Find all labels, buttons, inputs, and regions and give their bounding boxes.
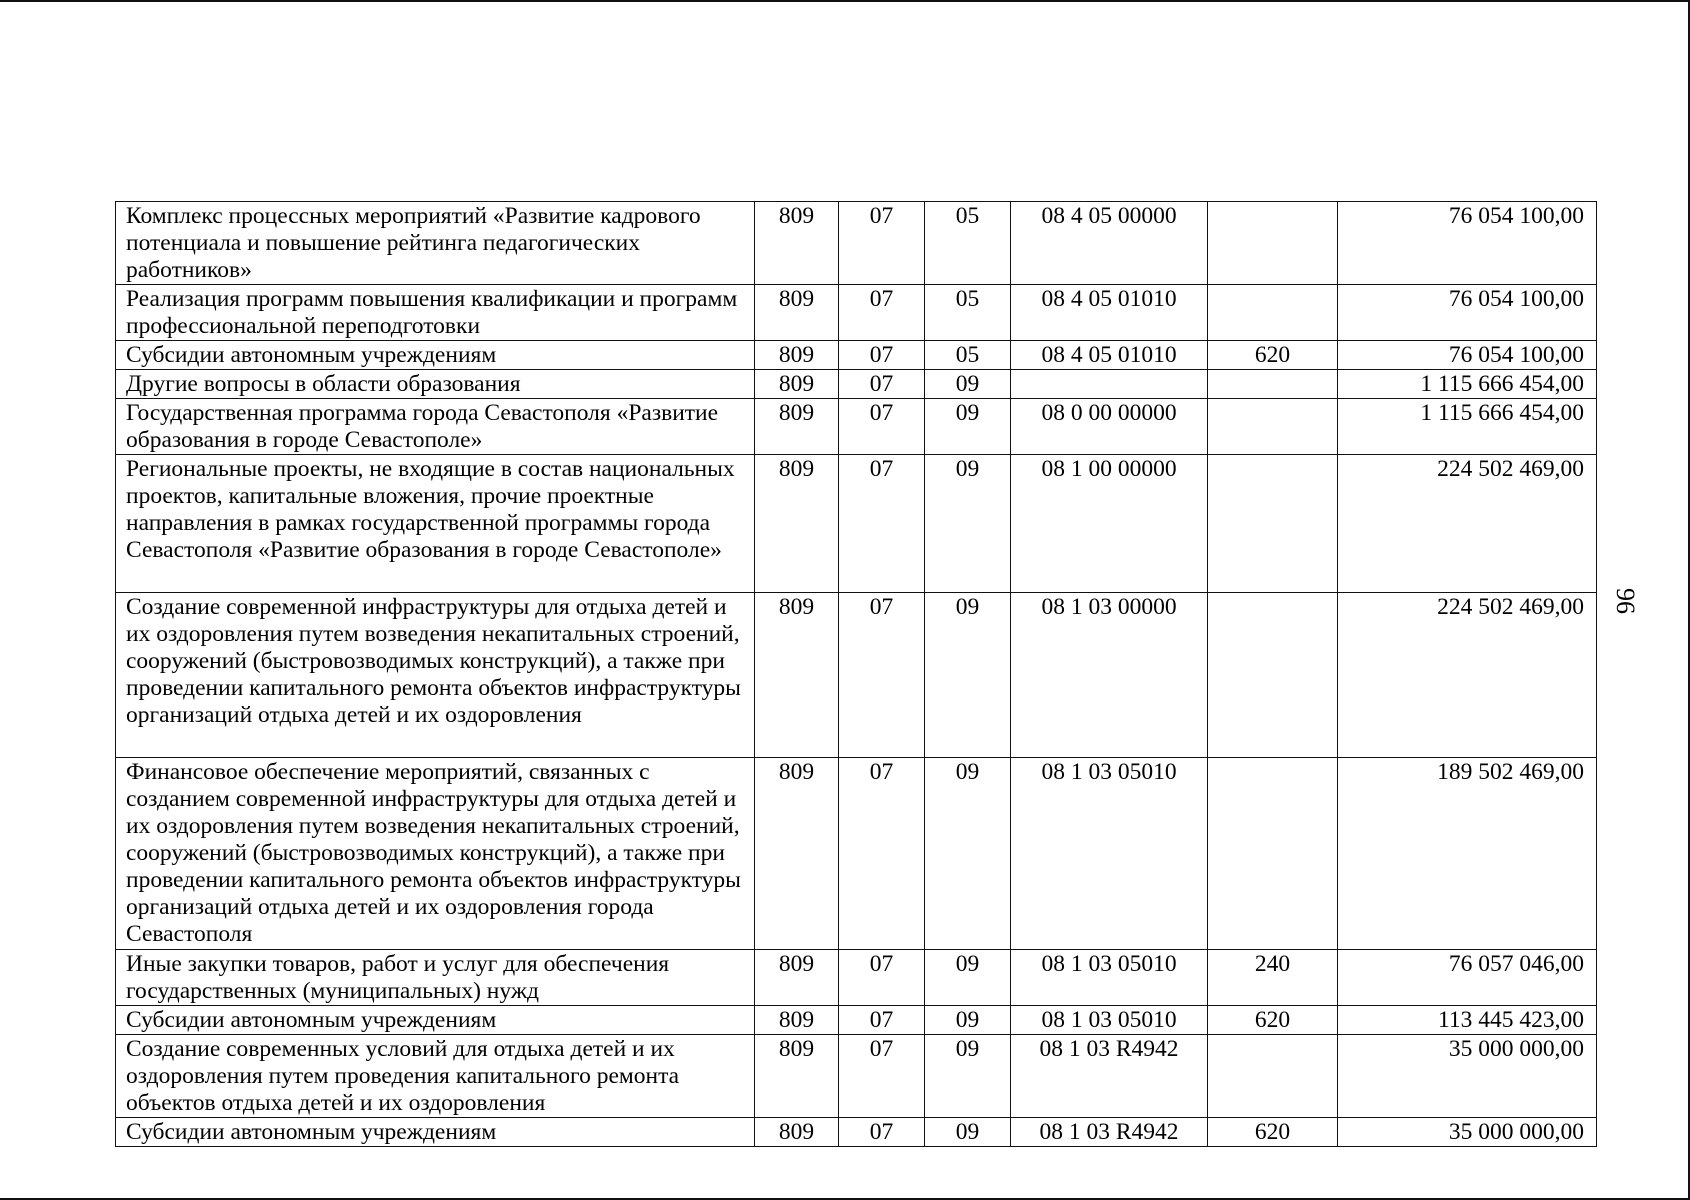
table-row	[116, 370, 1597, 399]
section-code: 07	[839, 399, 925, 455]
subsection-code: 09	[925, 950, 1011, 1006]
section-code: 07	[839, 285, 925, 341]
ministry-code: 809	[755, 1035, 839, 1118]
ministry-code: 809	[755, 1006, 839, 1035]
ministry-code: 809	[755, 593, 839, 758]
expense-type-code: 620	[1208, 1006, 1338, 1035]
subsection-code: 09	[925, 1035, 1011, 1118]
table-row	[116, 1118, 1597, 1147]
expense-type-code: 240	[1208, 950, 1338, 1006]
target-article-code: 08 0 00 00000	[1011, 399, 1208, 455]
amount: 76 054 100,00	[1338, 341, 1597, 370]
table-row	[116, 285, 1597, 341]
amount: 1 115 666 454,00	[1338, 399, 1597, 455]
ministry-code: 809	[755, 1118, 839, 1147]
target-article-code	[1011, 370, 1208, 399]
section-code: 07	[839, 202, 925, 285]
ministry-code: 809	[755, 758, 839, 950]
target-article-code: 08 1 03 05010	[1011, 758, 1208, 950]
amount: 224 502 469,00	[1338, 455, 1597, 593]
table-row	[116, 1035, 1597, 1118]
expense-name: Финансовое обеспечение мероприятий, связанных с созданием современной инфраструктуры для отдыха детей и их оздоровления путем возведения некапитальных строений, сооружений (быстровозводимых конструкций), а также при проведении капитального ремонта объектов инфраструктуры организаций отдыха детей и их оздоровления города Севастополя	[116, 758, 755, 950]
section-code: 07	[839, 1118, 925, 1147]
amount: 76 054 100,00	[1338, 285, 1597, 341]
page-number: 96	[1611, 588, 1640, 614]
table-row	[116, 950, 1597, 1006]
expense-type-code	[1208, 202, 1338, 285]
target-article-code: 08 1 03 R4942	[1011, 1035, 1208, 1118]
expense-name: Региональные проекты, не входящие в состав национальных проектов, капитальные вложения, прочие проектные направления в рамках государственной программы города Севастополя «Развитие образования в городе Севастополе»	[116, 455, 755, 593]
target-article-code: 08 4 05 00000	[1011, 202, 1208, 285]
table-row	[116, 593, 1597, 758]
target-article-code: 08 1 03 05010	[1011, 950, 1208, 1006]
target-article-code: 08 1 03 00000	[1011, 593, 1208, 758]
ministry-code: 809	[755, 399, 839, 455]
subsection-code: 09	[925, 399, 1011, 455]
table-row	[116, 1006, 1597, 1035]
section-code: 07	[839, 1035, 925, 1118]
expense-type-code	[1208, 285, 1338, 341]
subsection-code: 09	[925, 1006, 1011, 1035]
expense-type-code	[1208, 399, 1338, 455]
expense-type-code	[1208, 455, 1338, 593]
section-code: 07	[839, 950, 925, 1006]
subsection-code: 09	[925, 1118, 1011, 1147]
expense-name: Другие вопросы в области образования	[116, 370, 755, 399]
amount: 1 115 666 454,00	[1338, 370, 1597, 399]
expense-name: Создание современной инфраструктуры для отдыха детей и их оздоровления путем возведения некапитальных строений, сооружений (быстровозводимых конструкций), а также при проведении капитального ремонта объектов инфраструктуры организаций отдыха детей и их оздоровления	[116, 593, 755, 758]
expense-name: Реализация программ повышения квалификации и программ профессиональной переподготовки	[116, 285, 755, 341]
expense-name: Субсидии автономным учреждениям	[116, 1006, 755, 1035]
expense-name: Государственная программа города Севастополя «Развитие образования в городе Севастополе»	[116, 399, 755, 455]
subsection-code: 09	[925, 455, 1011, 593]
table-row	[116, 202, 1597, 285]
target-article-code: 08 4 05 01010	[1011, 285, 1208, 341]
table-row	[116, 341, 1597, 370]
section-code: 07	[839, 1006, 925, 1035]
expense-type-code	[1208, 758, 1338, 950]
ministry-code: 809	[755, 370, 839, 399]
ministry-code: 809	[755, 950, 839, 1006]
amount: 76 054 100,00	[1338, 202, 1597, 285]
expense-name: Субсидии автономным учреждениям	[116, 1118, 755, 1147]
expense-name: Иные закупки товаров, работ и услуг для обеспечения государственных (муниципальных) нужд	[116, 950, 755, 1006]
amount: 76 057 046,00	[1338, 950, 1597, 1006]
table-row	[116, 399, 1597, 455]
expense-type-code	[1208, 370, 1338, 399]
subsection-code: 05	[925, 202, 1011, 285]
ministry-code: 809	[755, 285, 839, 341]
amount: 113 445 423,00	[1338, 1006, 1597, 1035]
amount: 35 000 000,00	[1338, 1035, 1597, 1118]
expense-type-code: 620	[1208, 1118, 1338, 1147]
ministry-code: 809	[755, 202, 839, 285]
subsection-code: 05	[925, 285, 1011, 341]
section-code: 07	[839, 593, 925, 758]
ministry-code: 809	[755, 341, 839, 370]
expense-type-code: 620	[1208, 341, 1338, 370]
section-code: 07	[839, 758, 925, 950]
section-code: 07	[839, 341, 925, 370]
expense-name: Субсидии автономным учреждениям	[116, 341, 755, 370]
amount: 35 000 000,00	[1338, 1118, 1597, 1147]
amount: 224 502 469,00	[1338, 593, 1597, 758]
table-row	[116, 455, 1597, 593]
ministry-code: 809	[755, 455, 839, 593]
subsection-code: 09	[925, 370, 1011, 399]
section-code: 07	[839, 370, 925, 399]
target-article-code: 08 1 03 R4942	[1011, 1118, 1208, 1147]
subsection-code: 09	[925, 593, 1011, 758]
expense-name: Комплекс процессных мероприятий «Развитие кадрового потенциала и повышение рейтинга педагогических работников»	[116, 202, 755, 285]
budget-allocation-table	[115, 201, 1597, 1147]
section-code: 07	[839, 455, 925, 593]
target-article-code: 08 1 03 05010	[1011, 1006, 1208, 1035]
subsection-code: 05	[925, 341, 1011, 370]
expense-type-code	[1208, 1035, 1338, 1118]
target-article-code: 08 1 00 00000	[1011, 455, 1208, 593]
expense-type-code	[1208, 593, 1338, 758]
subsection-code: 09	[925, 758, 1011, 950]
amount: 189 502 469,00	[1338, 758, 1597, 950]
expense-name: Создание современных условий для отдыха детей и их оздоровления путем проведения капитального ремонта объектов отдыха детей и их оздоровления	[116, 1035, 755, 1118]
table-row	[116, 758, 1597, 950]
target-article-code: 08 4 05 01010	[1011, 341, 1208, 370]
